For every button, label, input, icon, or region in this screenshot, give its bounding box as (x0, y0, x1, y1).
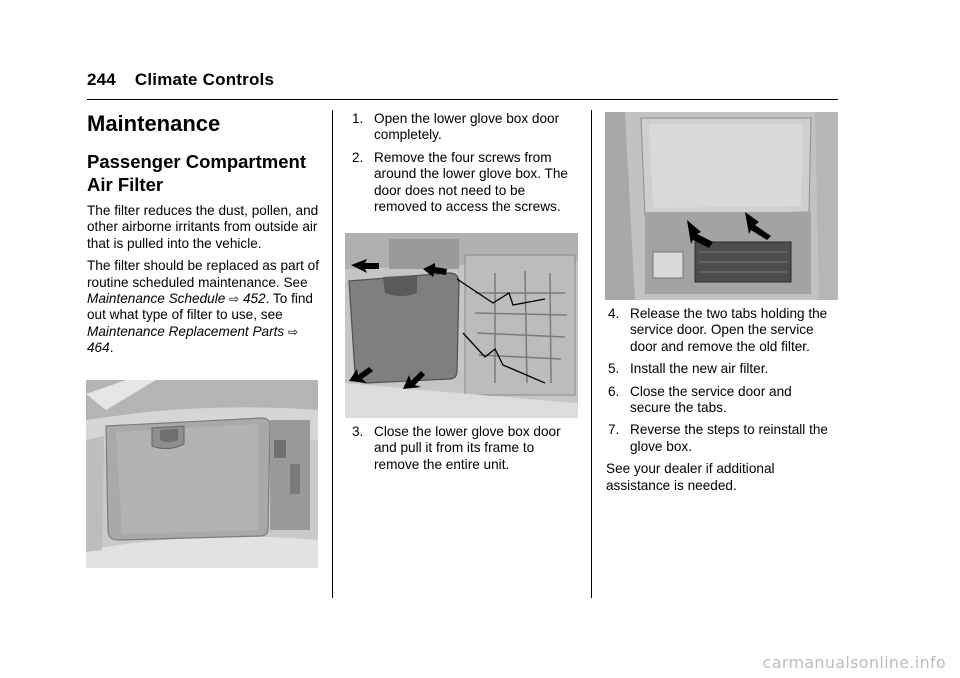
para2-end: . (109, 340, 114, 356)
closing-paragraph: See your dealer if additional assistance is needed. (606, 461, 775, 493)
step-number: 1. (352, 111, 364, 126)
step-item (608, 422, 836, 455)
step-number: 5. (608, 361, 620, 377)
service-door-photo (605, 112, 838, 300)
left-column (87, 111, 321, 357)
page-ref-arrow-icon: ⇨ (229, 292, 240, 307)
middle-column (352, 111, 578, 215)
page-number: 244 (87, 70, 116, 89)
header-rule (87, 99, 838, 100)
step-number: 3. (352, 424, 364, 439)
column-divider-2 (591, 110, 592, 598)
step-number: 6. (608, 383, 620, 399)
steps-list-1 (352, 111, 578, 215)
section-title: Climate Controls (134, 70, 275, 89)
step-item (608, 306, 836, 355)
step-item (608, 384, 836, 417)
step-text: Close the service door and secure the tabs. (630, 383, 792, 416)
page-heading: Maintenance (87, 111, 221, 136)
page-ref-452[interactable]: 452 (242, 291, 266, 307)
intro-paragraph: The filter reduces the dust, pollen, and other airborne irritants from outside air that is pulled into the vehicle. (87, 203, 319, 251)
steps-list-3 (608, 306, 836, 455)
step-text: Reverse the steps to reinstall the glove box. (630, 422, 828, 454)
subheading-line-1: Passenger Compartment (87, 151, 306, 172)
watermark: carmanualsonline.info (762, 653, 946, 672)
replacement-parts-link[interactable]: Maintenance Replacement Parts (87, 323, 285, 339)
step-text: Close the lower glove box door and pull it from its frame to remove the entire unit. (374, 424, 561, 472)
step-item (352, 111, 578, 144)
para2-text-a: The filter should be replaced as part of routine scheduled maintenance. See (87, 258, 319, 290)
steps-list-2 (352, 424, 578, 473)
page-ref-464[interactable]: 464 (87, 340, 110, 356)
step-text: Release the two tabs holding the service door. Open the service door and remove the old filter. (630, 306, 828, 354)
step-item (352, 424, 578, 473)
step-item (352, 150, 578, 216)
step-text: Remove the four screws from around the lower glove box. The door does not need to be removed to access the screws. (374, 149, 568, 215)
middle-column-bottom (352, 424, 578, 473)
step-number: 2. (352, 149, 364, 165)
replacement-paragraph (87, 258, 321, 356)
right-column (608, 306, 836, 494)
maintenance-schedule-link[interactable]: Maintenance Schedule (87, 291, 226, 307)
glove-box-photo (86, 380, 318, 568)
step-number: 4. (608, 306, 620, 321)
subheading (87, 150, 321, 196)
running-header (87, 70, 274, 90)
step-number: 7. (608, 422, 620, 438)
column-divider-1 (332, 110, 333, 598)
para2-text-b: . To find out what type of filter to use, see (87, 291, 313, 323)
screws-diagram-photo (345, 233, 578, 418)
step-item (608, 361, 836, 377)
subheading-line-2: Air Filter (87, 174, 164, 195)
step-text: Open the lower glove box door completely. (374, 111, 560, 143)
step-text: Install the new air filter. (630, 361, 769, 377)
page-ref-arrow-icon-2: ⇨ (288, 324, 299, 339)
